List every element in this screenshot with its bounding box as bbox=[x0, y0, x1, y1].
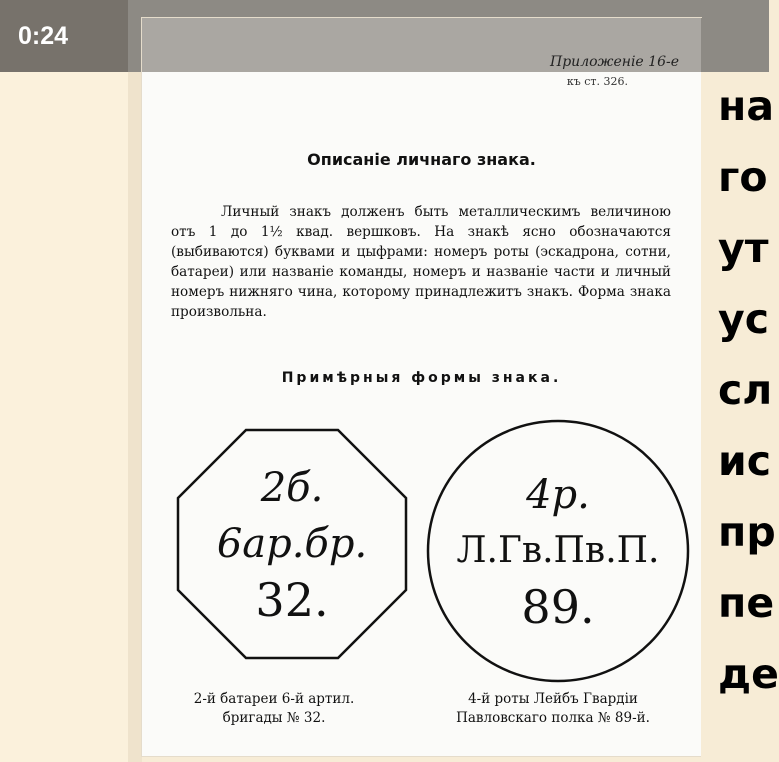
right-panel-shade bbox=[701, 18, 769, 72]
caption-circle-line-2: Павловскаго полка № 89-й. bbox=[456, 710, 650, 726]
video-timestamp: 0:24 bbox=[0, 0, 128, 72]
side-text-line: го bbox=[718, 153, 768, 201]
side-text-line: на bbox=[718, 82, 774, 130]
side-text-line: пе bbox=[718, 579, 775, 627]
circle-line-2: Л.Гв.Пв.П. bbox=[456, 530, 660, 571]
caption-octagon-line-1: 2-й батареи 6-й артил. bbox=[193, 691, 355, 707]
side-text-line: ут bbox=[718, 224, 769, 272]
octagon-badge bbox=[176, 428, 408, 660]
circle-line-3: 89. bbox=[521, 580, 595, 634]
side-text-line: де bbox=[718, 650, 779, 698]
appendix-label: Приложеніе 16-е bbox=[550, 54, 679, 70]
page-reference: къ ст. 326. bbox=[566, 75, 628, 88]
circle-badge bbox=[425, 418, 691, 684]
right-text-panel bbox=[701, 18, 779, 762]
side-text-line: ис bbox=[718, 437, 772, 485]
page-gutter bbox=[128, 72, 142, 762]
document-page bbox=[142, 18, 701, 756]
caption-circle-line-1: 4-й роты Лейбъ Гвардіи bbox=[468, 691, 638, 707]
side-text-line: ус bbox=[718, 295, 770, 343]
caption-octagon-line-2: бригады № 32. bbox=[222, 710, 326, 726]
caption-octagon bbox=[164, 690, 384, 728]
side-text-line: пр bbox=[718, 508, 776, 556]
circle-line-1: 4р. bbox=[526, 472, 590, 518]
side-text-line: сл bbox=[718, 366, 773, 414]
octagon-line-2: 6ар.бр. bbox=[216, 521, 368, 567]
paragraph-text: Личный знакъ долженъ быть металлическимъ величиною отъ 1 до 1½ квад. вершковъ. На знакѣ ясно обозначаются (выбиваются) буквами и цыфрами: номеръ роты (эскадрона, сотни, батареи) или названіе команды, номеръ и названіе части и личный номеръ нижняго чина, которому принадлежитъ знакъ. Форма знака произвольна. bbox=[171, 204, 671, 320]
caption-circle bbox=[408, 690, 698, 728]
octagon-line-3: 32. bbox=[255, 573, 329, 627]
document-heading: Описаніе личнаго знака. bbox=[307, 150, 536, 169]
left-panel bbox=[0, 72, 128, 762]
octagon-line-1: 2б. bbox=[260, 465, 324, 511]
document-paragraph bbox=[171, 202, 671, 322]
examples-subheading: Примѣрныя формы знака. bbox=[281, 370, 562, 386]
